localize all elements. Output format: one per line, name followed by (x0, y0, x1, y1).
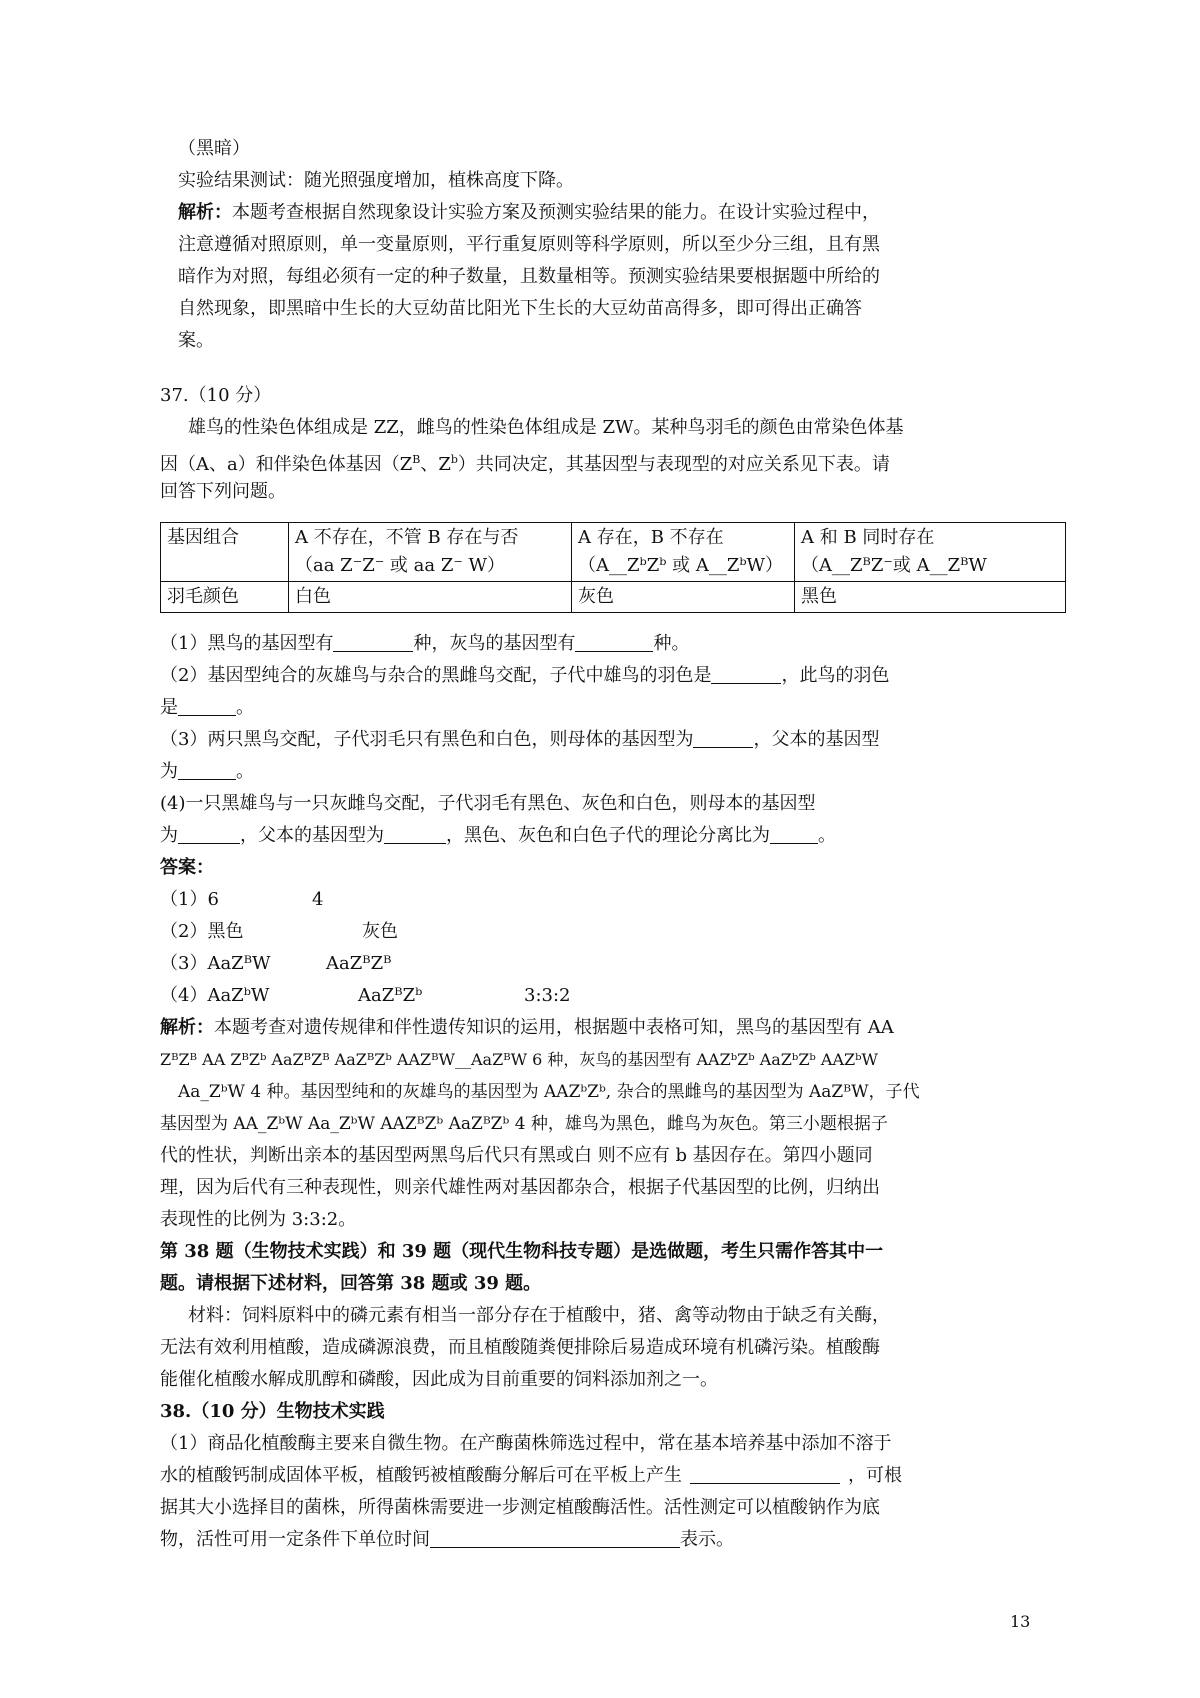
answer-1-value: 4 (312, 889, 324, 910)
answer-4-ratio: 3:3:2 (524, 985, 571, 1006)
q37-sub-1 (160, 628, 689, 660)
answer-blank[interactable] (690, 1465, 840, 1484)
table-cell (161, 582, 289, 613)
stem-sup-B: B (412, 453, 421, 466)
answer-4-value: AaZᴮZᵇ (358, 985, 423, 1006)
cell-text: （A__ZᴮZ⁻或 A__ZᴮW (801, 555, 987, 576)
q38-line-1: （1）商品化植酸酶主要来自微生物。在产酶菌株筛选过程中，常在基本培养基中添加不溶于 (160, 1433, 892, 1454)
answer-2-label: （2）黑色 (160, 921, 244, 942)
q37-sub-4: (4)一只黑雄鸟与一只灰雌鸟交配，子代羽毛有黑色、灰色和白色，则母本的基因型 (160, 793, 816, 814)
answer-blank[interactable] (333, 633, 413, 652)
answer-blank[interactable] (770, 825, 818, 844)
question-text: 为 (160, 761, 178, 782)
result-line: 实验结果测试：随光照强度增加，植株高度下降。 (178, 170, 574, 191)
cell-text: A 不存在，不管 B 存在与否 (295, 527, 519, 548)
question-text: 。 (236, 697, 254, 718)
answer-2-value: 灰色 (362, 921, 398, 942)
q37-analysis-2: ZᴮZᴮ AA ZᴮZᵇ AaZᴮZᴮ AaZᴮZᵇ AAZᴮW__AaZᴮW 6 种，灰鸟的基因型有 AAZᵇZᵇ AaZᵇZᵇ AAZᵇW (160, 1050, 878, 1069)
cell-text: （aa Z⁻Z⁻ 或 aa Z⁻ W） (295, 555, 506, 576)
table-cell (795, 523, 1066, 582)
question-text: 为 (160, 825, 178, 846)
analysis-text: 本题考查对遗传规律和伴性遗传知识的运用，根据题中表格可知，黑鸟的基因型有 AA (214, 1017, 894, 1038)
genotype-table (160, 522, 1066, 613)
analysis-label: 解析： (160, 1017, 214, 1038)
q37-analysis-6: 理，因为后代有三种表现性，则亲代雄性两对基因都杂合，根据子代基因型的比例，归纳出 (160, 1177, 880, 1198)
analysis-line-2: 注意遵循对照原则，单一变量原则，平行重复原则等科学原则，所以至少分三组，且有黑 (178, 234, 880, 255)
elective-intro-2: 题。请根据下述材料，回答第 38 题或 39 题。 (160, 1273, 542, 1294)
question-text: ，黑色、灰色和白色子代的理论分离比为 (446, 825, 770, 846)
q37-stem-1: 雄鸟的性染色体组成是 ZZ，雌鸟的性染色体组成是 ZW。某种鸟羽毛的颜色由常染色体基 (188, 417, 904, 438)
answer-blank[interactable] (178, 761, 236, 780)
page-number: 13 (1010, 1612, 1031, 1631)
cell-text: 羽毛颜色 (167, 586, 239, 607)
q37-analysis-4: 基因型为 AA_ZᵇW Aa_ZᵇW AAZᴮZᵇ AaZᴮZᵇ 4 种，雄鸟为黑色，雌鸟为灰色。第三小题根据子 (160, 1114, 888, 1134)
table-cell (795, 582, 1066, 613)
question-text: 水的植酸钙制成固体平板，植酸钙被植酸酶分解后可在平板上产生 (160, 1465, 682, 1486)
stem-part: 因（A、a）和伴染色体基因（Z (160, 454, 413, 475)
question-text: （1）黑鸟的基因型有 (160, 633, 334, 654)
question-text: 物，活性可用一定条件下单位时间 (160, 1529, 430, 1550)
answer-label: 答案： (160, 857, 214, 878)
material-line-1: 材料：饲料原料中的磷元素有相当一部分存在于植酸中，猪、禽等动物由于缺乏有关酶， (188, 1305, 890, 1326)
answer-blank[interactable] (575, 633, 653, 652)
q37-sub-3 (160, 724, 879, 756)
question-text: 种，灰鸟的基因型有 (413, 633, 576, 654)
cell-text: 灰色 (578, 586, 614, 607)
question-text: ，父本的基因型 (753, 729, 880, 750)
q37-analysis-1 (160, 1012, 894, 1044)
analysis-line-4: 自然现象，即黑暗中生长的大豆幼苗比阳光下生长的大豆幼苗高得多，即可得出正确答 (178, 298, 862, 319)
table-cell (289, 523, 572, 582)
q37-analysis-3: Aa_ZᵇW 4 种。基因型纯和的灰雄鸟的基因型为 AAZᵇZᵇ, 杂合的黑雌鸟的基因型为 AaZᴮW，子代 (178, 1082, 920, 1102)
table-row (161, 582, 1066, 613)
q38-line-2 (160, 1460, 902, 1492)
stem-part: ）共同决定，其基因型与表现型的对应关系见下表。请 (457, 454, 890, 475)
question-text: 是 (160, 697, 178, 718)
cell-text: 基因组合 (167, 527, 239, 548)
answer-4-label: （4）AaZᵇW (160, 985, 270, 1006)
answer-blank[interactable] (711, 665, 781, 684)
analysis-label: 解析： (178, 202, 232, 223)
question-text: 。 (818, 825, 836, 846)
cell-text: A 和 B 同时存在 (801, 527, 935, 548)
answer-1-label: （1）6 (160, 889, 219, 910)
q37-sub-4-cont (160, 820, 836, 852)
table-cell (161, 523, 289, 582)
answer-3-value: AaZᴮZᴮ (326, 953, 392, 974)
stem-part: 、Z (420, 454, 451, 475)
cell-text: A 存在，B 不存在 (578, 527, 724, 548)
q37-analysis-7: 表现性的比例为 3:3:2。 (160, 1209, 357, 1230)
table-cell (572, 523, 795, 582)
cell-text: （A__ZᵇZᵇ 或 A__ZᵇW） (578, 555, 784, 576)
question-text: ，父本的基因型为 (240, 825, 384, 846)
q37-stem-3: 回答下列问题。 (160, 481, 286, 502)
q37-sub-2-cont (160, 692, 254, 724)
q37-title: 37.（10 分） (160, 385, 272, 406)
q38-line-4 (160, 1524, 734, 1556)
answer-3-label: （3）AaZᴮW (160, 953, 271, 974)
stem-sup-b: b (450, 453, 458, 466)
analysis-line-5: 案。 (178, 330, 214, 351)
q37-analysis-5: 代的性状，判断出亲本的基因型两黑鸟后代只有黑或白 则不应有 b 基因存在。第四小题同 (160, 1145, 873, 1166)
table-cell (572, 582, 795, 613)
answer-blank[interactable] (178, 697, 236, 716)
material-line-2: 无法有效利用植酸，造成磷源浪费，而且植酸随粪便排除后易造成环境有机磷污染。植酸酶 (160, 1337, 880, 1358)
answer-blank[interactable] (384, 825, 446, 844)
question-text: 。 (236, 761, 254, 782)
answer-blank[interactable] (430, 1529, 680, 1548)
answer-blank[interactable] (178, 825, 240, 844)
table-row (161, 523, 1066, 582)
analysis-line-3: 暗作为对照，每组必须有一定的种子数量，且数量相等。预测实验结果要根据题中所给的 (178, 266, 880, 287)
answer-blank[interactable] (693, 729, 753, 748)
question-text: ，此鸟的羽色 (781, 665, 890, 686)
analysis-line-1 (178, 197, 880, 229)
question-text: 种。 (653, 633, 690, 654)
question-text: （3）两只黑鸟交配，子代羽毛只有黑色和白色，则母体的基因型为 (160, 729, 694, 750)
dark-label: （黑暗） (178, 138, 250, 159)
material-line-3: 能催化植酸水解成肌醇和磷酸，因此成为目前重要的饲料添加剂之一。 (160, 1369, 718, 1390)
q38-title: 38.（10 分）生物技术实践 (160, 1401, 385, 1422)
q38-line-3: 据其大小选择目的菌株，所得菌株需要进一步测定植酸酶活性。活性测定可以植酸钠作为底 (160, 1497, 880, 1518)
question-text: （2）基因型纯合的灰雄鸟与杂合的黑雌鸟交配，子代中雄鸟的羽色是 (160, 665, 712, 686)
elective-intro-1: 第 38 题（生物技术实践）和 39 题（现代生物科技专题）是选做题，考生只需作答其中一 (160, 1241, 884, 1262)
q37-sub-3-cont (160, 756, 254, 788)
table-cell (289, 582, 572, 613)
question-text: 表示。 (680, 1529, 734, 1550)
cell-text: 白色 (295, 586, 331, 607)
q37-sub-2 (160, 660, 889, 692)
analysis-text: 本题考查根据自然现象设计实验方案及预测实验结果的能力。在设计实验过程中， (232, 202, 880, 223)
cell-text: 黑色 (801, 586, 837, 607)
question-text: ，可根 (848, 1465, 902, 1486)
